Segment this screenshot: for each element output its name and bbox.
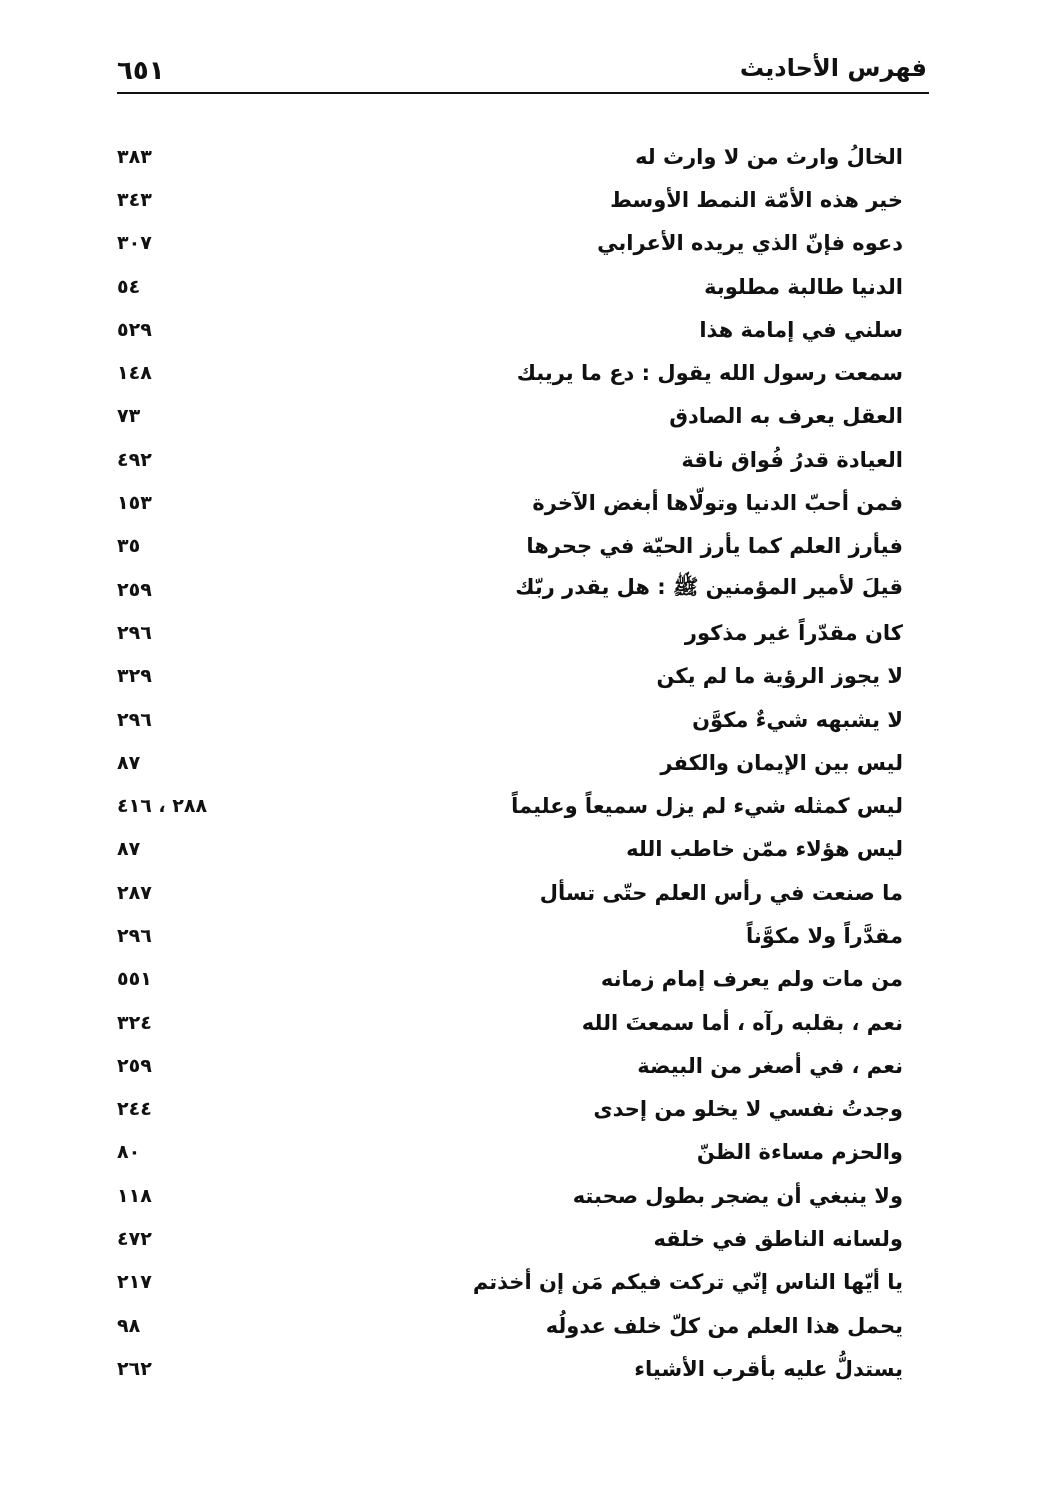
index-entry	[117, 1304, 903, 1347]
index-entry	[117, 914, 903, 957]
entry-hadith-text: ما صنعت في رأس العلم حتّى تسأل	[539, 880, 903, 905]
entry-page-numbers: ٤٧٢	[117, 1228, 152, 1251]
entry-hadith-text: والحزم مساءة الظنّ	[696, 1140, 903, 1165]
entry-page-numbers: ٣٢٩	[117, 665, 152, 688]
entry-page-numbers: ٨٠	[117, 1141, 141, 1164]
entry-hadith-text: لا يجوز الرؤية ما لم يكن	[656, 664, 903, 689]
entry-page-numbers: ٣٠٧	[117, 232, 152, 255]
entry-page-numbers: ٣٤٣	[117, 188, 152, 211]
entry-page-numbers: ٢٩٦	[117, 924, 152, 947]
entry-hadith-text: الخالُ وارث من لا وارث له	[635, 144, 903, 169]
entry-page-numbers: ٨٧	[117, 838, 141, 861]
index-entry	[117, 958, 903, 1001]
entry-page-numbers: ٢٦٢	[117, 1357, 152, 1380]
index-entry	[117, 1347, 903, 1390]
entry-page-numbers: ٨٧	[117, 751, 141, 774]
entry-page-numbers: ٢٥٩	[117, 578, 152, 601]
entry-hadith-text: سلني في إمامة هذا	[699, 317, 903, 342]
entry-hadith-text: نعم ، في أصغر من البيضة	[637, 1053, 903, 1078]
page-header	[117, 52, 929, 94]
index-entry	[117, 741, 903, 784]
entry-hadith-text: العقل يعرف به الصادق	[669, 404, 903, 429]
entry-page-numbers: ٢٨٧	[117, 881, 152, 904]
entry-hadith-text: سمعت رسول الله يقول : دع ما يريبك	[516, 361, 903, 386]
index-entry	[117, 1131, 903, 1174]
entry-page-numbers: ١٥٣	[117, 492, 152, 515]
index-entry	[117, 828, 903, 871]
index-entry	[117, 611, 903, 654]
index-entry	[117, 655, 903, 698]
entry-page-numbers: ٩٨	[117, 1314, 141, 1337]
hadith-index-list	[117, 135, 903, 1391]
index-entry	[117, 178, 903, 221]
index-entry	[117, 525, 903, 568]
entry-page-numbers: ٧٣	[117, 405, 141, 428]
entry-hadith-text: فمن أحبّ الدنيا وتولّاها أبغض الآخرة	[532, 491, 903, 516]
entry-hadith-text: دعوه فإنّ الذي يريده الأعرابي	[597, 231, 903, 256]
entry-page-numbers: ٣٨٣	[117, 145, 152, 168]
index-entry	[117, 481, 903, 524]
entry-hadith-text: ولسانه الناطق في خلقه	[653, 1227, 903, 1252]
index-entry	[117, 351, 903, 394]
index-entry	[117, 698, 903, 741]
entry-hadith-text: ليس كمثله شيء لم يزل سميعاً وعليماً	[511, 794, 903, 819]
entry-hadith-text: العيادة قدرُ فُواق ناقة	[681, 447, 903, 472]
entry-hadith-text: نعم ، بقلبه رآه ، أما سمعتَ الله	[581, 1010, 903, 1035]
index-entry	[117, 135, 903, 178]
index-entry	[117, 1261, 903, 1304]
entry-hadith-text: ليس هؤلاء ممّن خاطب الله	[626, 837, 903, 862]
entry-hadith-text: يا أيّها الناس إنّي تركت فيكم مَن إن أخذتم	[472, 1270, 903, 1295]
entry-page-numbers: ١١٨	[117, 1184, 152, 1207]
entry-hadith-text: لا يشبهه شيءٌ مكوَّن	[692, 707, 903, 732]
index-entry	[117, 438, 903, 481]
entry-hadith-text: يستدلُّ عليه بأقرب الأشياء	[634, 1356, 903, 1381]
page-number: ٦٥١	[117, 56, 165, 86]
entry-page-numbers: ٢٥٩	[117, 1054, 152, 1077]
entry-page-numbers: ٢٩٦	[117, 621, 152, 644]
entry-hadith-text: خير هذه الأمّة النمط الأوسط	[610, 187, 903, 212]
index-entry	[117, 1217, 903, 1260]
index-entry	[117, 308, 903, 351]
entry-page-numbers: ١٤٨	[117, 362, 152, 385]
entry-hadith-text: يحمل هذا العلم من كلّ خلف عدولُه	[545, 1313, 903, 1338]
index-entry	[117, 1044, 903, 1087]
entry-hadith-text: ولا ينبغي أن يضجر بطول صحبته	[572, 1183, 903, 1208]
entry-page-numbers: ٢٨٨ ، ٤١٦	[117, 795, 208, 818]
index-entry	[117, 568, 903, 611]
entry-hadith-text: مقدَّراً ولا مكوَّناً	[746, 923, 903, 948]
entry-page-numbers: ٥٤	[117, 275, 141, 298]
index-entry	[117, 1001, 903, 1044]
entry-page-numbers: ٤٩٢	[117, 448, 152, 471]
index-entry	[117, 1088, 903, 1131]
entry-hadith-text: فيأرز العلم كما يأرز الحيّة في جحرها	[526, 534, 903, 559]
running-title: فهرس الأحاديث	[739, 54, 927, 82]
entry-page-numbers: ٣٢٤	[117, 1011, 152, 1034]
entry-hadith-text: قيلَ لأمير المؤمنين ﷺ : هل يقدر ربّك	[515, 575, 903, 600]
entry-hadith-text: كان مقدّراً غير مذكور	[684, 620, 903, 645]
entry-page-numbers: ٣٥	[117, 535, 141, 558]
entry-hadith-text: الدنيا طالبة مطلوبة	[704, 274, 903, 299]
entry-page-numbers: ٥٥١	[117, 968, 152, 991]
entry-page-numbers: ٢٤٤	[117, 1098, 152, 1121]
entry-page-numbers: ٥٢٩	[117, 318, 152, 341]
entry-hadith-text: وجدتُ نفسي لا يخلو من إحدى	[593, 1097, 903, 1122]
index-entry	[117, 1174, 903, 1217]
entry-page-numbers: ٢٩٦	[117, 708, 152, 731]
index-entry	[117, 222, 903, 265]
index-entry	[117, 784, 903, 827]
entry-hadith-text: ليس بين الإيمان والكفر	[660, 750, 903, 775]
entry-hadith-text: من مات ولم يعرف إمام زمانه	[600, 967, 903, 992]
index-entry	[117, 871, 903, 914]
index-entry	[117, 265, 903, 308]
entry-page-numbers: ٢١٧	[117, 1271, 152, 1294]
index-entry	[117, 395, 903, 438]
